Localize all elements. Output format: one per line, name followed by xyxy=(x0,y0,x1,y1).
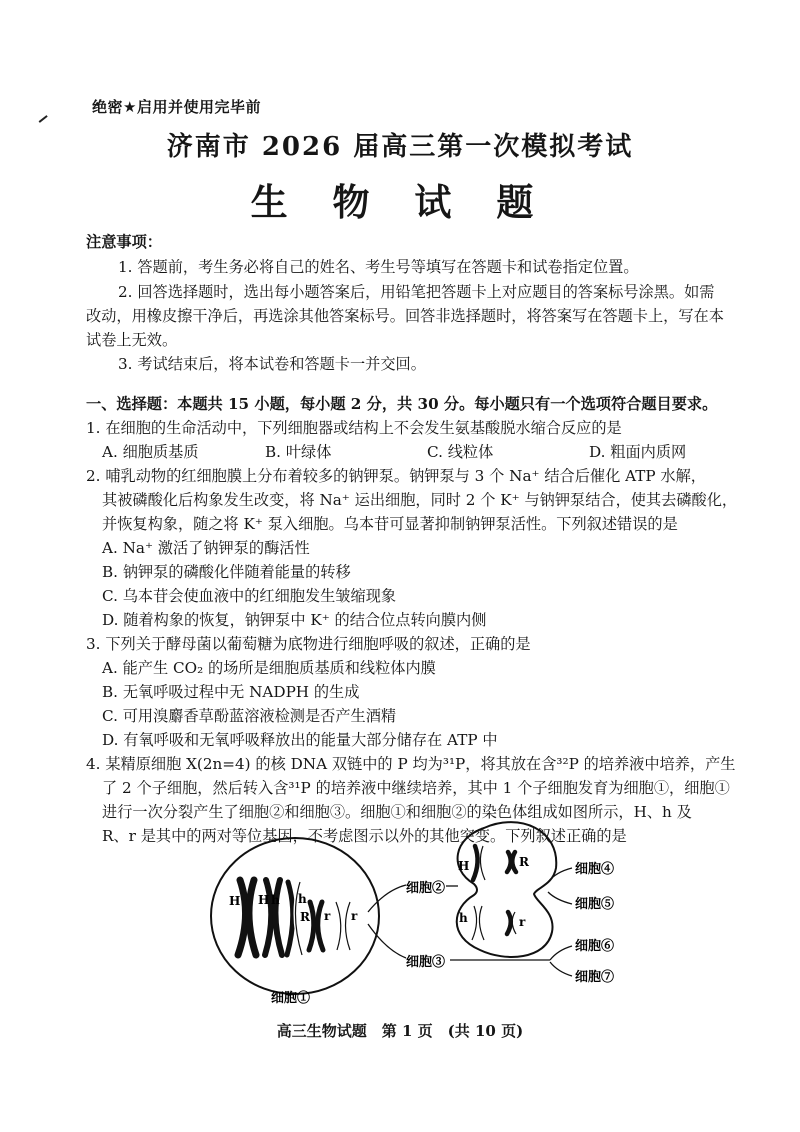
cell-2-chromosomes xyxy=(472,846,516,940)
q2-option-c: C. 乌本苷会使血液中的红细胞发生皱缩现象 xyxy=(102,587,397,605)
cell-2-membrane xyxy=(457,822,557,957)
q1-option-d: D. 粗面内质网 xyxy=(589,443,687,461)
arrow-to-cell-7 xyxy=(550,962,572,976)
cell-1-chromosomes xyxy=(238,880,350,955)
notice-item-2-cont: 改动，用橡皮擦干净后，再选涂其他答案标号。回答非选择题时，将答案写在答题卡上，写在本 xyxy=(86,307,724,325)
notice-item-3: 3. 考试结束后，将本试卷和答题卡一并交回。 xyxy=(118,355,426,373)
q2-stem-line-1: 2. 哺乳动物的红细胞膜上分布着较多的钠钾泵。钠钾泵与 3 个 Na⁺ 结合后催化 ATP 水解， xyxy=(86,467,706,485)
q3-stem: 3. 下列关于酵母菌以葡萄糖为底物进行细胞呼吸的叙述，正确的是 xyxy=(86,635,531,653)
cell-5-label: 细胞⑤ xyxy=(575,897,615,912)
cell-1-label: 细胞① xyxy=(271,991,311,1006)
q2-stem-line-2: 其被磷酸化后构象发生改变，将 Na⁺ 运出细胞，同时 2 个 K⁺ 与钠钾泵结合，使其去磷酸化， xyxy=(102,491,738,509)
page-footer: 高三生物试题 第 1 页 (共 10 页) xyxy=(276,1022,524,1040)
cell-6-label: 细胞⑥ xyxy=(575,939,615,954)
q4-stem-line-4: R、r 是其中的两对等位基因，不考虑图示以外的其他突变。下列叙述正确的是 xyxy=(102,827,627,845)
q2-option-b: B. 钠钾泵的磷酸化伴随着能量的转移 xyxy=(102,563,351,581)
cell-4-label: 细胞④ xyxy=(575,862,615,877)
cell-2-gene-h: h xyxy=(459,911,468,925)
q2-stem-line-3: 并恢复构象，随之将 K⁺ 泵入细胞。乌本苷可显著抑制钠钾泵活性。下列叙述错误的是 xyxy=(102,515,678,533)
cell-1-gene-H2: H xyxy=(258,893,270,907)
confidential-label: 绝密★启用并使用完毕前 xyxy=(92,98,261,116)
cell-1-gene-r2: r xyxy=(351,909,358,923)
q3-option-d: D. 有氧呼吸和无氧呼吸释放出的能量大部分储存在 ATP 中 xyxy=(102,731,498,749)
q2-option-a: A. Na⁺ 激活了钠钾泵的酶活性 xyxy=(102,539,310,557)
cell-1-gene-h2: h xyxy=(298,892,307,906)
cell-1-gene-h: h xyxy=(271,893,280,907)
arrow-to-cell-6 xyxy=(550,946,572,960)
exam-title: 济南市 2026 届高三第一次模拟考试 xyxy=(166,132,634,162)
q2-option-d: D. 随着构象的恢复，钠钾泵中 K⁺ 的结合位点转向膜内侧 xyxy=(102,611,487,629)
q3-option-b: B. 无氧呼吸过程中无 NADPH 的生成 xyxy=(102,683,360,701)
q1-stem: 1. 在细胞的生命活动中，下列细胞器或结构上不会发生氨基酸脱水缩合反应的是 xyxy=(86,419,622,437)
q4-stem-line-3: 进行一次分裂产生了细胞②和细胞③。细胞①和细胞②的染色体组成如图所示，H、h 及 xyxy=(102,803,692,821)
q1-option-b: B. 叶绿体 xyxy=(265,443,332,461)
cell-1-gene-r: r xyxy=(324,909,331,923)
notice-item-2: 2. 回答选择题时，选出每小题答案后，用铅笔把答题卡上对应题目的答案标号涂黑。如需 xyxy=(118,283,715,301)
cell-7-label: 细胞⑦ xyxy=(575,970,615,985)
cell-2-gene-r: r xyxy=(519,915,526,929)
notice-heading: 注意事项： xyxy=(86,233,162,251)
cell-1-gene-H: H xyxy=(229,894,241,908)
section-heading: 一、选择题：本题共 15 小题，每小题 2 分，共 30 分。每小题只有一个选项符合题目要求。 xyxy=(86,395,718,413)
notice-item-1: 1. 答题前，考生务必将自己的姓名、考生号等填写在答题卡和试卷指定位置。 xyxy=(118,258,639,276)
cell-2-gene-H: H xyxy=(458,859,470,873)
cell-3-label: 细胞③ xyxy=(406,955,446,970)
q3-option-c: C. 可用溴麝香草酚蓝溶液检测是否产生酒精 xyxy=(102,707,397,725)
subject-title: 生 物 试 题 xyxy=(250,180,550,224)
cell-1-gene-R: R xyxy=(300,910,310,924)
q1-option-c: C. 线粒体 xyxy=(427,443,494,461)
arrow-to-cell-5 xyxy=(548,892,572,904)
q1-option-a: A. 细胞质基质 xyxy=(102,443,199,461)
cell-2-label: 细胞② xyxy=(406,881,446,896)
q3-option-a: A. 能产生 CO₂ 的场所是细胞质基质和线粒体内膜 xyxy=(102,659,436,677)
q4-stem-line-1: 4. 某精原细胞 X(2n=4) 的核 DNA 双链中的 P 均为³¹P，将其放在含³²P 的培养液中培养，产生 xyxy=(86,755,736,773)
q4-stem-line-2: 了 2 个子细胞，然后转入含³¹P 的培养液中继续培养，其中 1 个子细胞发育为细胞①，细胞① xyxy=(102,779,730,797)
notice-item-2-end: 试卷上无效。 xyxy=(86,331,178,349)
cell-2-gene-R: R xyxy=(519,855,529,869)
